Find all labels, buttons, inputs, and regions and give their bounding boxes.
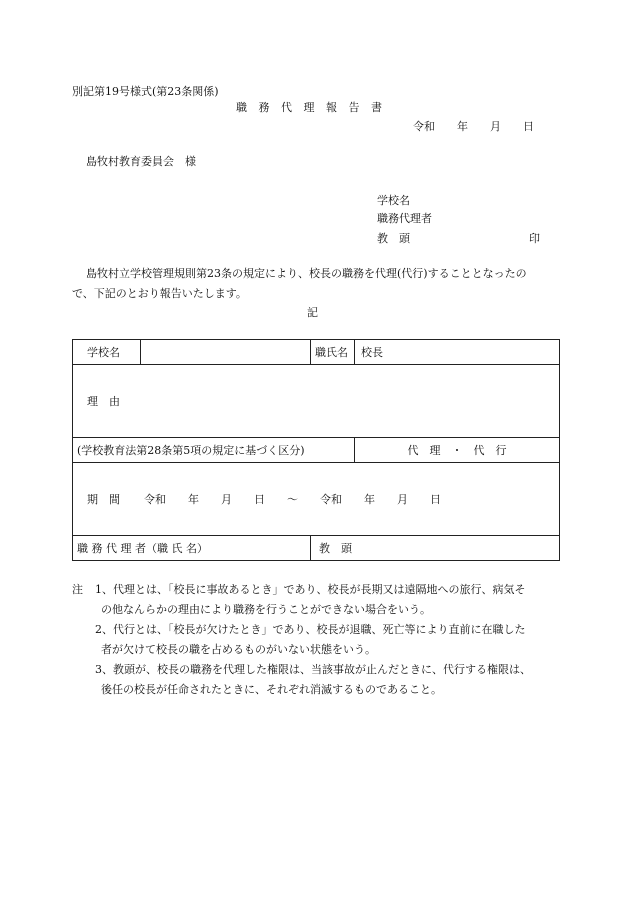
table-row-school xyxy=(73,340,560,365)
notes-section xyxy=(72,584,562,704)
table-row-reason xyxy=(73,365,560,438)
school-name-field[interactable] xyxy=(141,340,311,365)
table-row-category xyxy=(73,438,560,463)
position-label: 職氏名 xyxy=(311,340,355,365)
seal-mark: 印 xyxy=(529,232,540,245)
sender-school-label: 学校名 xyxy=(377,194,410,207)
reason-cell[interactable] xyxy=(73,365,560,438)
period-label: 期 間 xyxy=(87,493,120,506)
table-row-agent xyxy=(73,536,560,561)
school-name-label: 学校名 xyxy=(73,340,141,365)
category-choice[interactable]: 代 理 ・ 代 行 xyxy=(355,438,560,463)
addressee: 島牧村教育委員会 様 xyxy=(86,155,196,168)
note-2-line-b: 者が欠けて校長の職を占めるものがいない状態をいう。 xyxy=(101,643,376,656)
note-3-line-b: 後任の校長が任命されたときに、それぞれ消滅するものであること。 xyxy=(101,683,442,696)
form-number: 別記第19号様式(第23条関係) xyxy=(72,85,219,98)
body-line-2: で、下記のとおり報告いたします。 xyxy=(72,287,247,300)
sender-agent-label: 職務代理者 xyxy=(377,212,432,225)
note-2-line-a: 2、代行とは、「校長が欠けたとき」であり、校長が退職、死亡等により直前に在職した xyxy=(95,623,526,636)
agent-label-text: 職 務 代 理 者（職 氏 名） xyxy=(77,542,208,555)
table-row-period xyxy=(73,463,560,536)
agent-value[interactable]: 教 頭 xyxy=(311,536,560,561)
agent-label xyxy=(73,536,311,561)
reason-label: 理 由 xyxy=(87,395,120,408)
body-line-1: 島牧村立学校管理規則第23条の規定により、校長の職務を代理(代行)することとなったの xyxy=(86,267,527,280)
date-line: 令和 年 月 日 xyxy=(413,120,534,133)
report-table xyxy=(72,339,560,561)
note-1-line-a: 1、代理とは、「校長に事故あるとき」であり、校長が長期又は遠隔地への旅行、病気そ xyxy=(95,583,526,596)
note-1-line-b: の他なんらかの理由により職務を行うことができない場合をいう。 xyxy=(101,603,431,616)
period-value: 令和 年 月 日 ～ 令和 年 月 日 xyxy=(144,493,441,506)
ki-heading: 記 xyxy=(307,306,318,319)
note-3-line-a: 3、教頭が、校長の職務を代理した権限は、当該事故が止んだときに、代行する権限は、 xyxy=(95,663,531,676)
category-label: (学校教育法第28条第5項の規定に基づく区分) xyxy=(73,438,355,463)
period-cell[interactable] xyxy=(73,463,560,536)
document-title: 職 務 代 理 報 告 書 xyxy=(236,101,386,114)
notes-prefix: 注 xyxy=(72,583,83,596)
position-field[interactable]: 校長 xyxy=(355,340,560,365)
sender-head-label: 教 頭 xyxy=(377,232,410,245)
